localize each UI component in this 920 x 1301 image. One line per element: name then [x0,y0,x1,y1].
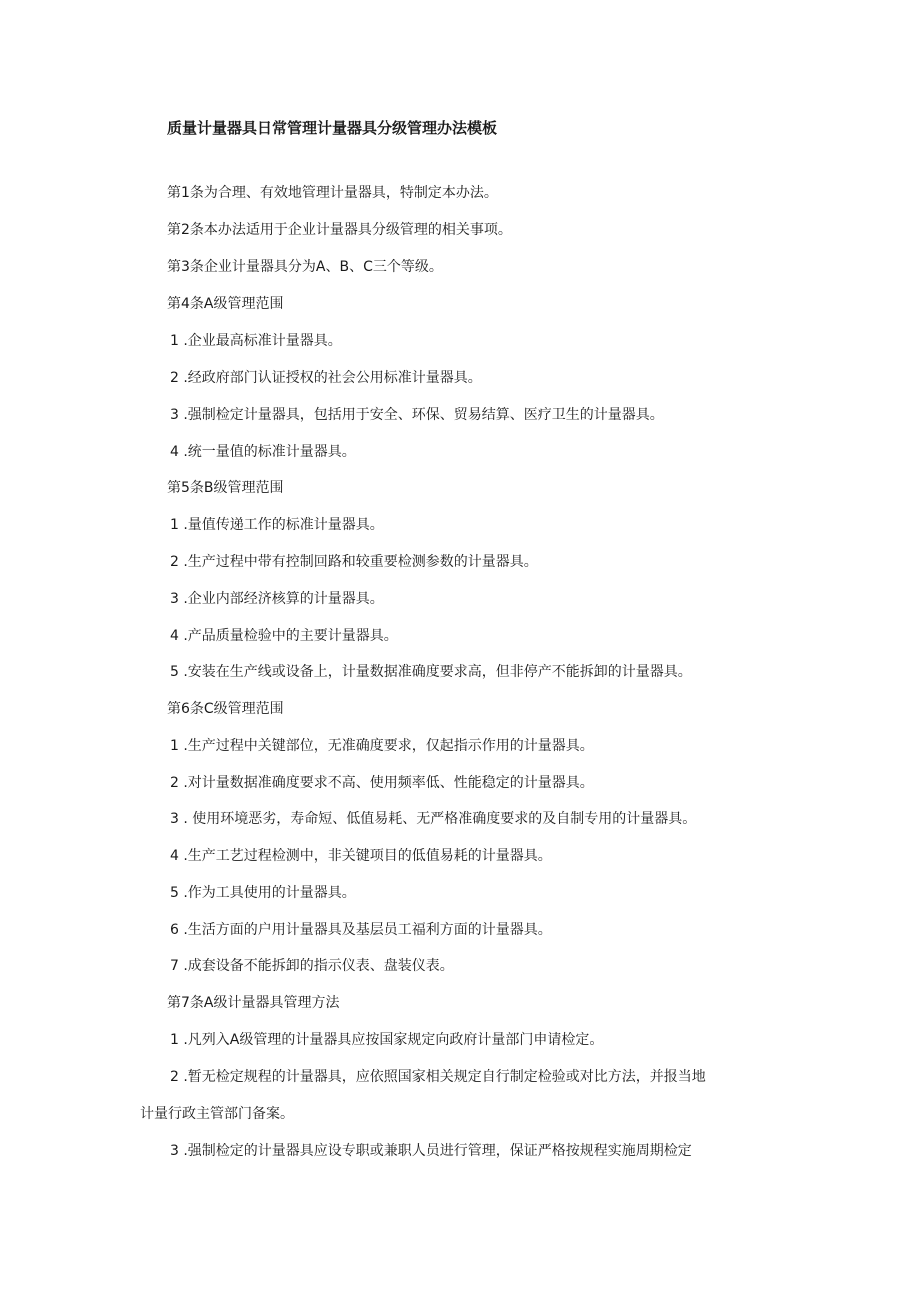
list-item: 2 .经政府部门认证授权的社会公用标准计量器具。 [170,370,482,386]
list-item: 3 .强制检定的计量器具应设专职或兼职人员进行管理，保证严格按规程实施周期检定 [170,1143,692,1159]
document-title: 质量计量器具日常管理计量器具分级管理办法模板 [167,119,498,137]
article-6-heading: 第6条C级管理范围 [167,701,284,717]
article-4-heading: 第4条A级管理范围 [167,296,284,312]
list-item: 4 .生产工艺过程检测中，非关键项目的低值易耗的计量器具。 [170,848,552,864]
list-item: 3 .企业内部经济核算的计量器具。 [170,591,384,607]
article-7-heading: 第7条A级计量器具管理方法 [167,995,340,1011]
list-item: 4 .产品质量检验中的主要计量器具。 [170,628,398,644]
article-5-heading: 第5条B级管理范围 [167,480,284,496]
list-item: 2 .暂无检定规程的计量器具，应依照国家相关规定自行制定检验或对比方法，并报当地 [170,1069,706,1085]
list-item: 2 .生产过程中带有控制回路和较重要检测参数的计量器具。 [170,554,538,570]
list-item: 5 .安装在生产线或设备上，计量数据准确度要求高，但非停产不能拆卸的计量器具。 [170,664,692,680]
list-item: 1 .生产过程中关键部位，无准确度要求，仅起指示作用的计量器具。 [170,738,594,754]
article-3: 第3条企业计量器具分为A、B、C三个等级。 [167,259,443,275]
article-2: 第2条本办法适用于企业计量器具分级管理的相关事项。 [167,222,512,238]
list-item: 1 .企业最高标准计量器具。 [170,333,342,349]
list-item: 7 .成套设备不能拆卸的指示仪表、盘装仪表。 [170,958,454,974]
list-item-continuation: 计量行政主管部门备案。 [140,1106,294,1122]
list-item: 3 .强制检定计量器具，包括用于安全、环保、贸易结算、医疗卫生的计量器具。 [170,407,664,423]
list-item: 2 .对计量数据准确度要求不高、使用频率低、性能稳定的计量器具。 [170,775,594,791]
article-1: 第1条为合理、有效地管理计量器具，特制定本办法。 [167,185,498,201]
list-item: 4 .统一量值的标准计量器具。 [170,444,356,460]
list-item: 5 .作为工具使用的计量器具。 [170,885,356,901]
list-item: 1 .量值传递工作的标准计量器具。 [170,517,384,533]
list-item: 6 .生活方面的户用计量器具及基层员工福利方面的计量器具。 [170,922,552,938]
list-item: 1 .凡列入A级管理的计量器具应按国家规定向政府计量部门申请检定。 [170,1032,604,1048]
list-item: 3 . 使用环境恶劣，寿命短、低值易耗、无严格准确度要求的及自制专用的计量器具。 [170,811,697,827]
